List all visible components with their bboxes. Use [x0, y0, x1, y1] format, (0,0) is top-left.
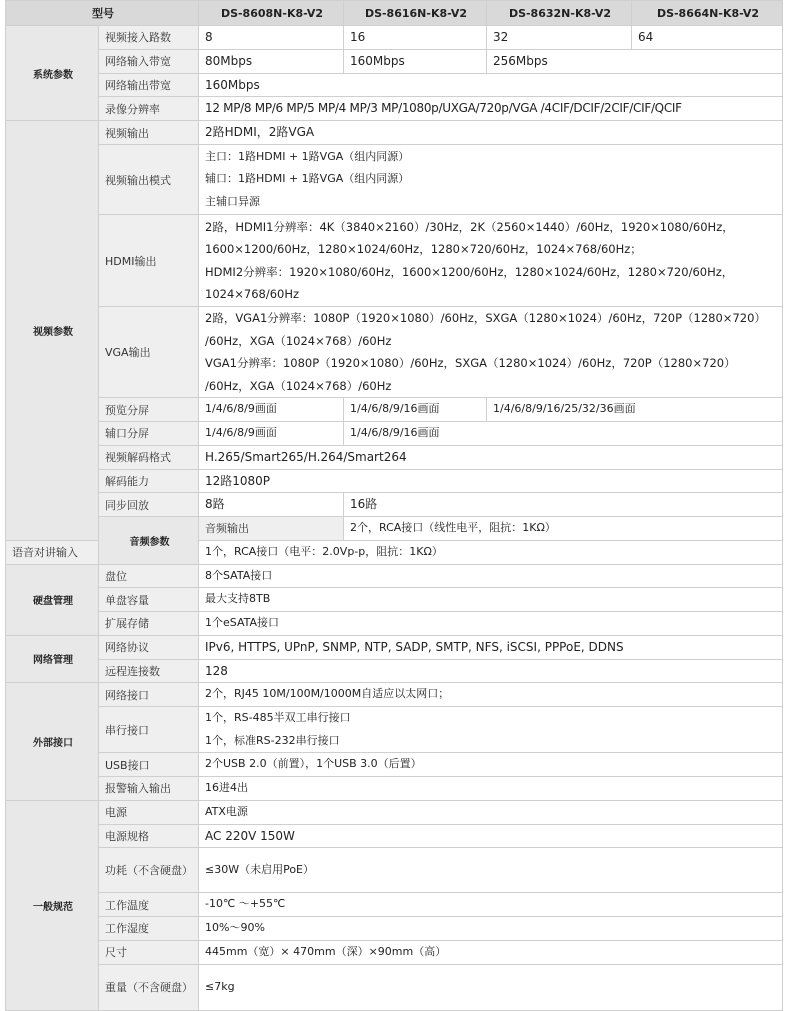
- cell-value: [199, 307, 783, 398]
- table-row: [6, 422, 783, 446]
- row-label: 电源规格: [99, 824, 199, 848]
- text-line: /60Hz，XGA（1024×768）/60Hz: [205, 378, 392, 393]
- spec-table: [5, 0, 783, 1011]
- row-label: 语音对讲输入: [6, 540, 99, 564]
- cell-value: 16进4出: [199, 777, 783, 801]
- category-general: 一般规范: [6, 800, 99, 1010]
- header-model-2: DS-8616N-K8-V2: [344, 1, 487, 26]
- table-row: [6, 940, 783, 964]
- text-line: 1个，标准RS-232串行接口: [205, 733, 340, 747]
- row-label: 同步回放: [99, 493, 199, 517]
- table-row: [6, 707, 783, 753]
- row-label: 尺寸: [99, 940, 199, 964]
- row-label: 远程连接数: [99, 659, 199, 683]
- row-label: 重量（不含硬盘）: [99, 964, 199, 1010]
- table-row: [6, 493, 783, 517]
- text-line: 1024×768/60Hz: [205, 287, 300, 301]
- text-line: /60Hz，XGA（1024×768）/60Hz: [205, 333, 392, 348]
- cell-value: IPv6, HTTPS, UPnP, SNMP, NTP, SADP, SMTP, NFS, iSCSI, PPPoE, DDNS: [199, 635, 783, 659]
- text-line: 主辅口异源: [205, 194, 260, 208]
- row-label: 网络协议: [99, 635, 199, 659]
- table-row: [6, 564, 783, 588]
- table-row: [6, 469, 783, 493]
- header-model-3: DS-8632N-K8-V2: [487, 1, 632, 26]
- category-audio: 音频参数: [99, 517, 199, 565]
- cell-value: 128: [199, 659, 783, 683]
- cell-value: -10℃ ～+55℃: [199, 893, 783, 917]
- cell-value: ≤30W（未启用PoE）: [199, 848, 783, 893]
- cell-value: AC 220V 150W: [199, 824, 783, 848]
- cell-value: 2个，RJ45 10M/100M/1000M自适应以太网口；: [199, 683, 783, 707]
- table-row: [6, 777, 783, 801]
- row-label: 盘位: [99, 564, 199, 588]
- table-row: [6, 145, 783, 215]
- row-label: 报警输入输出: [99, 777, 199, 801]
- cell-value: 16: [344, 26, 487, 50]
- header-row: [6, 1, 783, 26]
- cell-value: [199, 707, 783, 753]
- category-video: 视频参数: [6, 121, 99, 541]
- cell-value: [199, 215, 783, 307]
- row-label: HDMI输出: [99, 215, 199, 307]
- row-label: 工作温度: [99, 893, 199, 917]
- table-row: [6, 917, 783, 941]
- table-row: [6, 612, 783, 636]
- cell-value: 1/4/6/8/9/16/25/32/36画面: [487, 398, 783, 422]
- table-row: [6, 73, 783, 97]
- row-label: 电源: [99, 800, 199, 824]
- cell-value: 1/4/6/8/9/16画面: [344, 398, 487, 422]
- table-row: [6, 445, 783, 469]
- table-row: [6, 307, 783, 398]
- row-label: 视频接入路数: [99, 26, 199, 50]
- cell-value: 2路HDMI，2路VGA: [199, 121, 783, 145]
- cell-value: 256Mbps: [487, 49, 783, 73]
- row-label: 单盘容量: [99, 588, 199, 612]
- cell-value: 80Mbps: [199, 49, 344, 73]
- table-row: [6, 49, 783, 73]
- cell-value: 16路: [344, 493, 783, 517]
- cell-value: 8: [199, 26, 344, 50]
- row-label: 工作湿度: [99, 917, 199, 941]
- cell-value: H.265/Smart265/H.264/Smart264: [199, 445, 783, 469]
- cell-value: 8路: [199, 493, 344, 517]
- cell-value: 2个USB 2.0（前置），1个USB 3.0（后置）: [199, 753, 783, 777]
- table-row: [6, 517, 783, 541]
- table-row: [6, 398, 783, 422]
- header-model-label: 型号: [6, 1, 199, 26]
- category-network: 网络管理: [6, 635, 99, 683]
- cell-value: 1/4/6/8/9画面: [199, 398, 344, 422]
- row-label: 扩展存储: [99, 612, 199, 636]
- cell-value: 10%～90%: [199, 917, 783, 941]
- text-line: 1个，RS-485半双工串行接口: [205, 711, 351, 724]
- cell-value: 8个SATA接口: [199, 564, 783, 588]
- table-row: [6, 215, 783, 307]
- table-row: [6, 97, 783, 121]
- cell-value: ≤7kg: [199, 964, 783, 1010]
- cell-value: 160Mbps: [199, 73, 783, 97]
- row-label: 功耗（不含硬盘）: [99, 848, 199, 893]
- table-row: [6, 753, 783, 777]
- row-label: 网络输出带宽: [99, 73, 199, 97]
- cell-value: 2个，RCA接口（线性电平，阻抗：1KΩ）: [344, 517, 783, 541]
- row-label: 录像分辨率: [99, 97, 199, 121]
- row-label: 预览分屏: [99, 398, 199, 422]
- row-label: 串行接口: [99, 707, 199, 753]
- text-line: VGA1分辨率：1080P（1920×1080）/60Hz，SXGA（1280×1024）/60Hz，720P（1280×720）: [205, 356, 736, 370]
- cell-value: 445mm（宽）× 470mm（深）×90mm（高）: [199, 940, 783, 964]
- row-label: 解码能力: [99, 469, 199, 493]
- row-label: 视频输出: [99, 121, 199, 145]
- table-row: [6, 588, 783, 612]
- cell-value: 最大支持8TB: [199, 588, 783, 612]
- text-line: 1600×1200/60Hz，1280×1024/60Hz，1280×720/60Hz，1024×768/60Hz；: [205, 242, 642, 256]
- row-label: 网络输入带宽: [99, 49, 199, 73]
- table-row: [6, 893, 783, 917]
- cell-value: ATX电源: [199, 800, 783, 824]
- cell-value: 1/4/6/8/9画面: [199, 422, 344, 446]
- table-row: [6, 800, 783, 824]
- row-label: 视频输出模式: [99, 145, 199, 215]
- table-row: [6, 848, 783, 893]
- cell-value: 1个eSATA接口: [199, 612, 783, 636]
- table-row: [6, 635, 783, 659]
- header-model-4: DS-8664N-K8-V2: [632, 1, 783, 26]
- row-label: 网络接口: [99, 683, 199, 707]
- table-row: [6, 121, 783, 145]
- text-line: 主口：1路HDMI + 1路VGA（组内同源）: [205, 149, 410, 163]
- cell-value: 1个，RCA接口（电平：2.0Vp-p，阻抗：1KΩ）: [199, 540, 783, 564]
- cell-value: [199, 145, 783, 215]
- cell-value: 32: [487, 26, 632, 50]
- row-label: USB接口: [99, 753, 199, 777]
- cell-value: 64: [632, 26, 783, 50]
- table-row: [6, 683, 783, 707]
- category-external: 外部接口: [6, 683, 99, 801]
- cell-value: 12 MP/8 MP/6 MP/5 MP/4 MP/3 MP/1080p/UXGA/720p/VGA /4CIF/DCIF/2CIF/CIF/QCIF: [199, 97, 783, 121]
- header-model-1: DS-8608N-K8-V2: [199, 1, 344, 26]
- table-row: [6, 659, 783, 683]
- table-row: [6, 964, 783, 1010]
- category-disk: 硬盘管理: [6, 564, 99, 635]
- table-row: [6, 26, 783, 50]
- text-line: 辅口：1路HDMI + 1路VGA（组内同源）: [205, 172, 410, 186]
- row-label: 辅口分屏: [99, 422, 199, 446]
- table-row: [6, 824, 783, 848]
- row-label: 音频输出: [199, 517, 344, 541]
- category-system: 系统参数: [6, 26, 99, 121]
- text-line: 2路，VGA1分辨率：1080P（1920×1080）/60Hz，SXGA（1280×1024）/60Hz，720P（1280×720）: [205, 311, 766, 325]
- row-label: VGA输出: [99, 307, 199, 398]
- text-line: HDMI2分辨率：1920×1080/60Hz，1600×1200/60Hz，1280×1024/60Hz，1280×720/60Hz，: [205, 264, 734, 279]
- row-label: 视频解码格式: [99, 445, 199, 469]
- cell-value: 12路1080P: [199, 469, 783, 493]
- text-line: 2路，HDMI1分辨率：4K（3840×2160）/30Hz，2K（2560×1440）/60Hz，1920×1080/60Hz，: [205, 219, 734, 234]
- cell-value: 1/4/6/8/9/16画面: [344, 422, 783, 446]
- cell-value: 160Mbps: [344, 49, 487, 73]
